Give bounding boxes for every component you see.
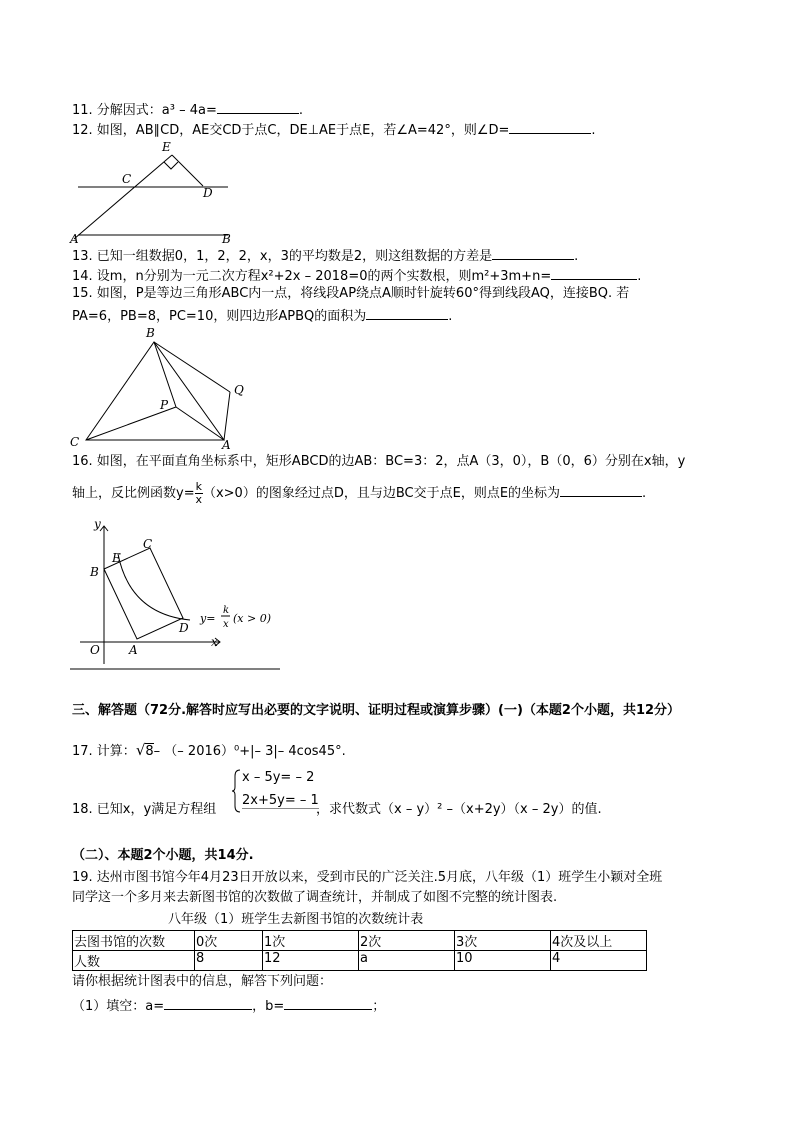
q16-frac-den: x [195,493,203,506]
q13-answer-blank[interactable] [492,246,574,260]
q17-label: 17. 计算： [72,744,136,759]
question-16-line2 [72,474,646,514]
q12-answer-blank[interactable] [509,120,591,134]
q12-label-d: D [203,186,213,200]
q19-stats-table [72,930,647,971]
question-17 [72,742,346,760]
q19-sub1 [72,996,385,1015]
q16-end: . [642,486,647,501]
table-cell: 8 [195,951,263,971]
q15-figure [64,322,254,450]
q19-sub1-b: ，b= [252,999,285,1014]
q15-label-a: A [222,438,231,450]
q18-eq1: x – 5y= – 2 [242,770,315,785]
q17-rest: – （– 2016）⁰+|– 3|– 4cos45°. [153,744,346,759]
question-16-line1: 16. 如图，在平面直角坐标系中，矩形ABCD的边AB：BC=3：2，点A（3，0），B（0，6）分别在x轴，y [72,454,686,469]
question-18-label: 18. 已知x，y满足方程组 [72,802,217,817]
table-cell: 人数 [73,951,195,971]
q11-end: . [298,103,304,118]
q16-label-e: E [112,551,121,565]
question-14 [72,266,641,285]
q19-a-blank[interactable] [164,996,252,1010]
q15-end: . [448,309,453,324]
table-row [73,931,647,951]
question-15-line1: 15. 如图，P是等边三角形ABC内一点，将线段AP绕点A顺时针旋转60°得到线段AQ，连接BQ. 若 [72,286,630,301]
table-cell: 0次 [195,931,263,951]
table-cell: a [359,951,455,971]
q16-label-b: B [90,565,99,579]
question-13 [72,246,578,265]
table-cell: 4次及以上 [551,931,647,951]
q11-answer-blank[interactable] [217,100,299,114]
q15-label-q: Q [234,383,244,397]
q18-equation-system [232,768,320,814]
question-11 [72,100,303,119]
question-19-line1: 19. 达州市图书馆今年4月23日开放以来，受到市民的广泛关注.5月底，八年级（1）班学生小颖对全班 [72,870,663,885]
q16-fn-domain: (x > 0) [233,612,271,625]
table-cell: 去图书馆的次数 [73,931,195,951]
question-19-line2: 同学这一个多月来去新图书馆的次数做了调查统计，并制成了如图不完整的统计图表. [72,890,558,905]
q19-table-title: 八年级（1）班学生去新图书馆的次数统计表 [168,912,424,927]
q15-line2-text: PA=6，PB=8，PC=10，则四边形APBQ的面积为 [72,309,367,324]
q12-label-e: E [162,140,171,154]
table-row [73,951,647,971]
q16-frac-num: k [195,480,202,493]
q19-b-blank[interactable] [284,996,372,1010]
q12-end: . [591,123,596,138]
q16-figure [70,514,285,672]
table-cell: 3次 [455,931,551,951]
q13-text: 13. 已知一组数据0，1，2，2，x，3的平均数是2，则这组数据的方差是 [72,249,493,264]
q16-label-c: C [143,537,153,551]
q15-label-b: B [146,326,155,340]
q16-line2-a: 轴上，反比例函数y= [72,486,195,501]
question-18-rest: ，求代数式（x – y）² –（x+2y）（x – 2y）的值. [316,802,602,817]
table-cell: 2次 [359,931,455,951]
q16-axis-x: x [211,635,218,649]
q13-end: . [574,249,579,264]
q16-fn-num: k [223,605,230,616]
q15-label-c: C [70,435,80,449]
q19-sub1-a: （1）填空：a= [72,999,165,1014]
q16-fn-den: x [223,619,229,630]
q14-end: . [637,269,642,284]
q16-line2-b: （x>0）的图象经过点D，且与边BC交于点E，则点E的坐标为 [202,486,561,501]
q17-sqrt-radicand: 8 [145,744,154,759]
q16-label-o: O [90,643,100,657]
q14-answer-blank[interactable] [551,266,637,280]
q19-instruction: 请你根据统计图表中的信息，解答下列问题： [72,974,333,989]
q17-sqrt: √8 [135,741,154,759]
q12-figure [60,135,250,245]
q16-axis-y: y [94,517,101,531]
q12-label-a: A [70,232,79,245]
q16-label-a: A [129,643,138,657]
section-3-heading: 三、解答题（72分.解答时应写出必要的文字说明、证明过程或演算步骤）(一)（本题2个小题，共12分） [72,703,681,718]
q19-sub1-end: ； [372,999,386,1014]
section-2-heading: （二）、本题2个小题，共14分. [72,848,254,863]
table-cell: 1次 [263,931,359,951]
q11-text: 11. 分解因式：a³ – 4a= [72,103,217,118]
q16-fn-prefix: y= [200,612,216,625]
q15-answer-blank[interactable] [366,306,448,320]
q12-label-b: B [222,232,231,245]
q12-text: 12. 如图，AB∥CD，AE交CD于点C，DE⊥AE于点E，若∠A=42°，则∠D= [72,123,510,138]
q16-fraction [195,481,203,506]
table-cell: 12 [263,951,359,971]
q14-text: 14. 设m，n分别为一元二次方程x²+2x – 2018=0的两个实数根，则m²+3m+n= [72,269,552,284]
q18-eq2: 2x+5y= – 1 [242,793,319,808]
q18-brace [232,768,242,814]
table-cell: 4 [551,951,647,971]
q15-label-p: P [160,398,169,412]
q16-answer-blank[interactable] [560,483,642,497]
q12-label-c: C [122,172,132,186]
table-cell: 10 [455,951,551,971]
q16-label-d: D [179,621,189,635]
